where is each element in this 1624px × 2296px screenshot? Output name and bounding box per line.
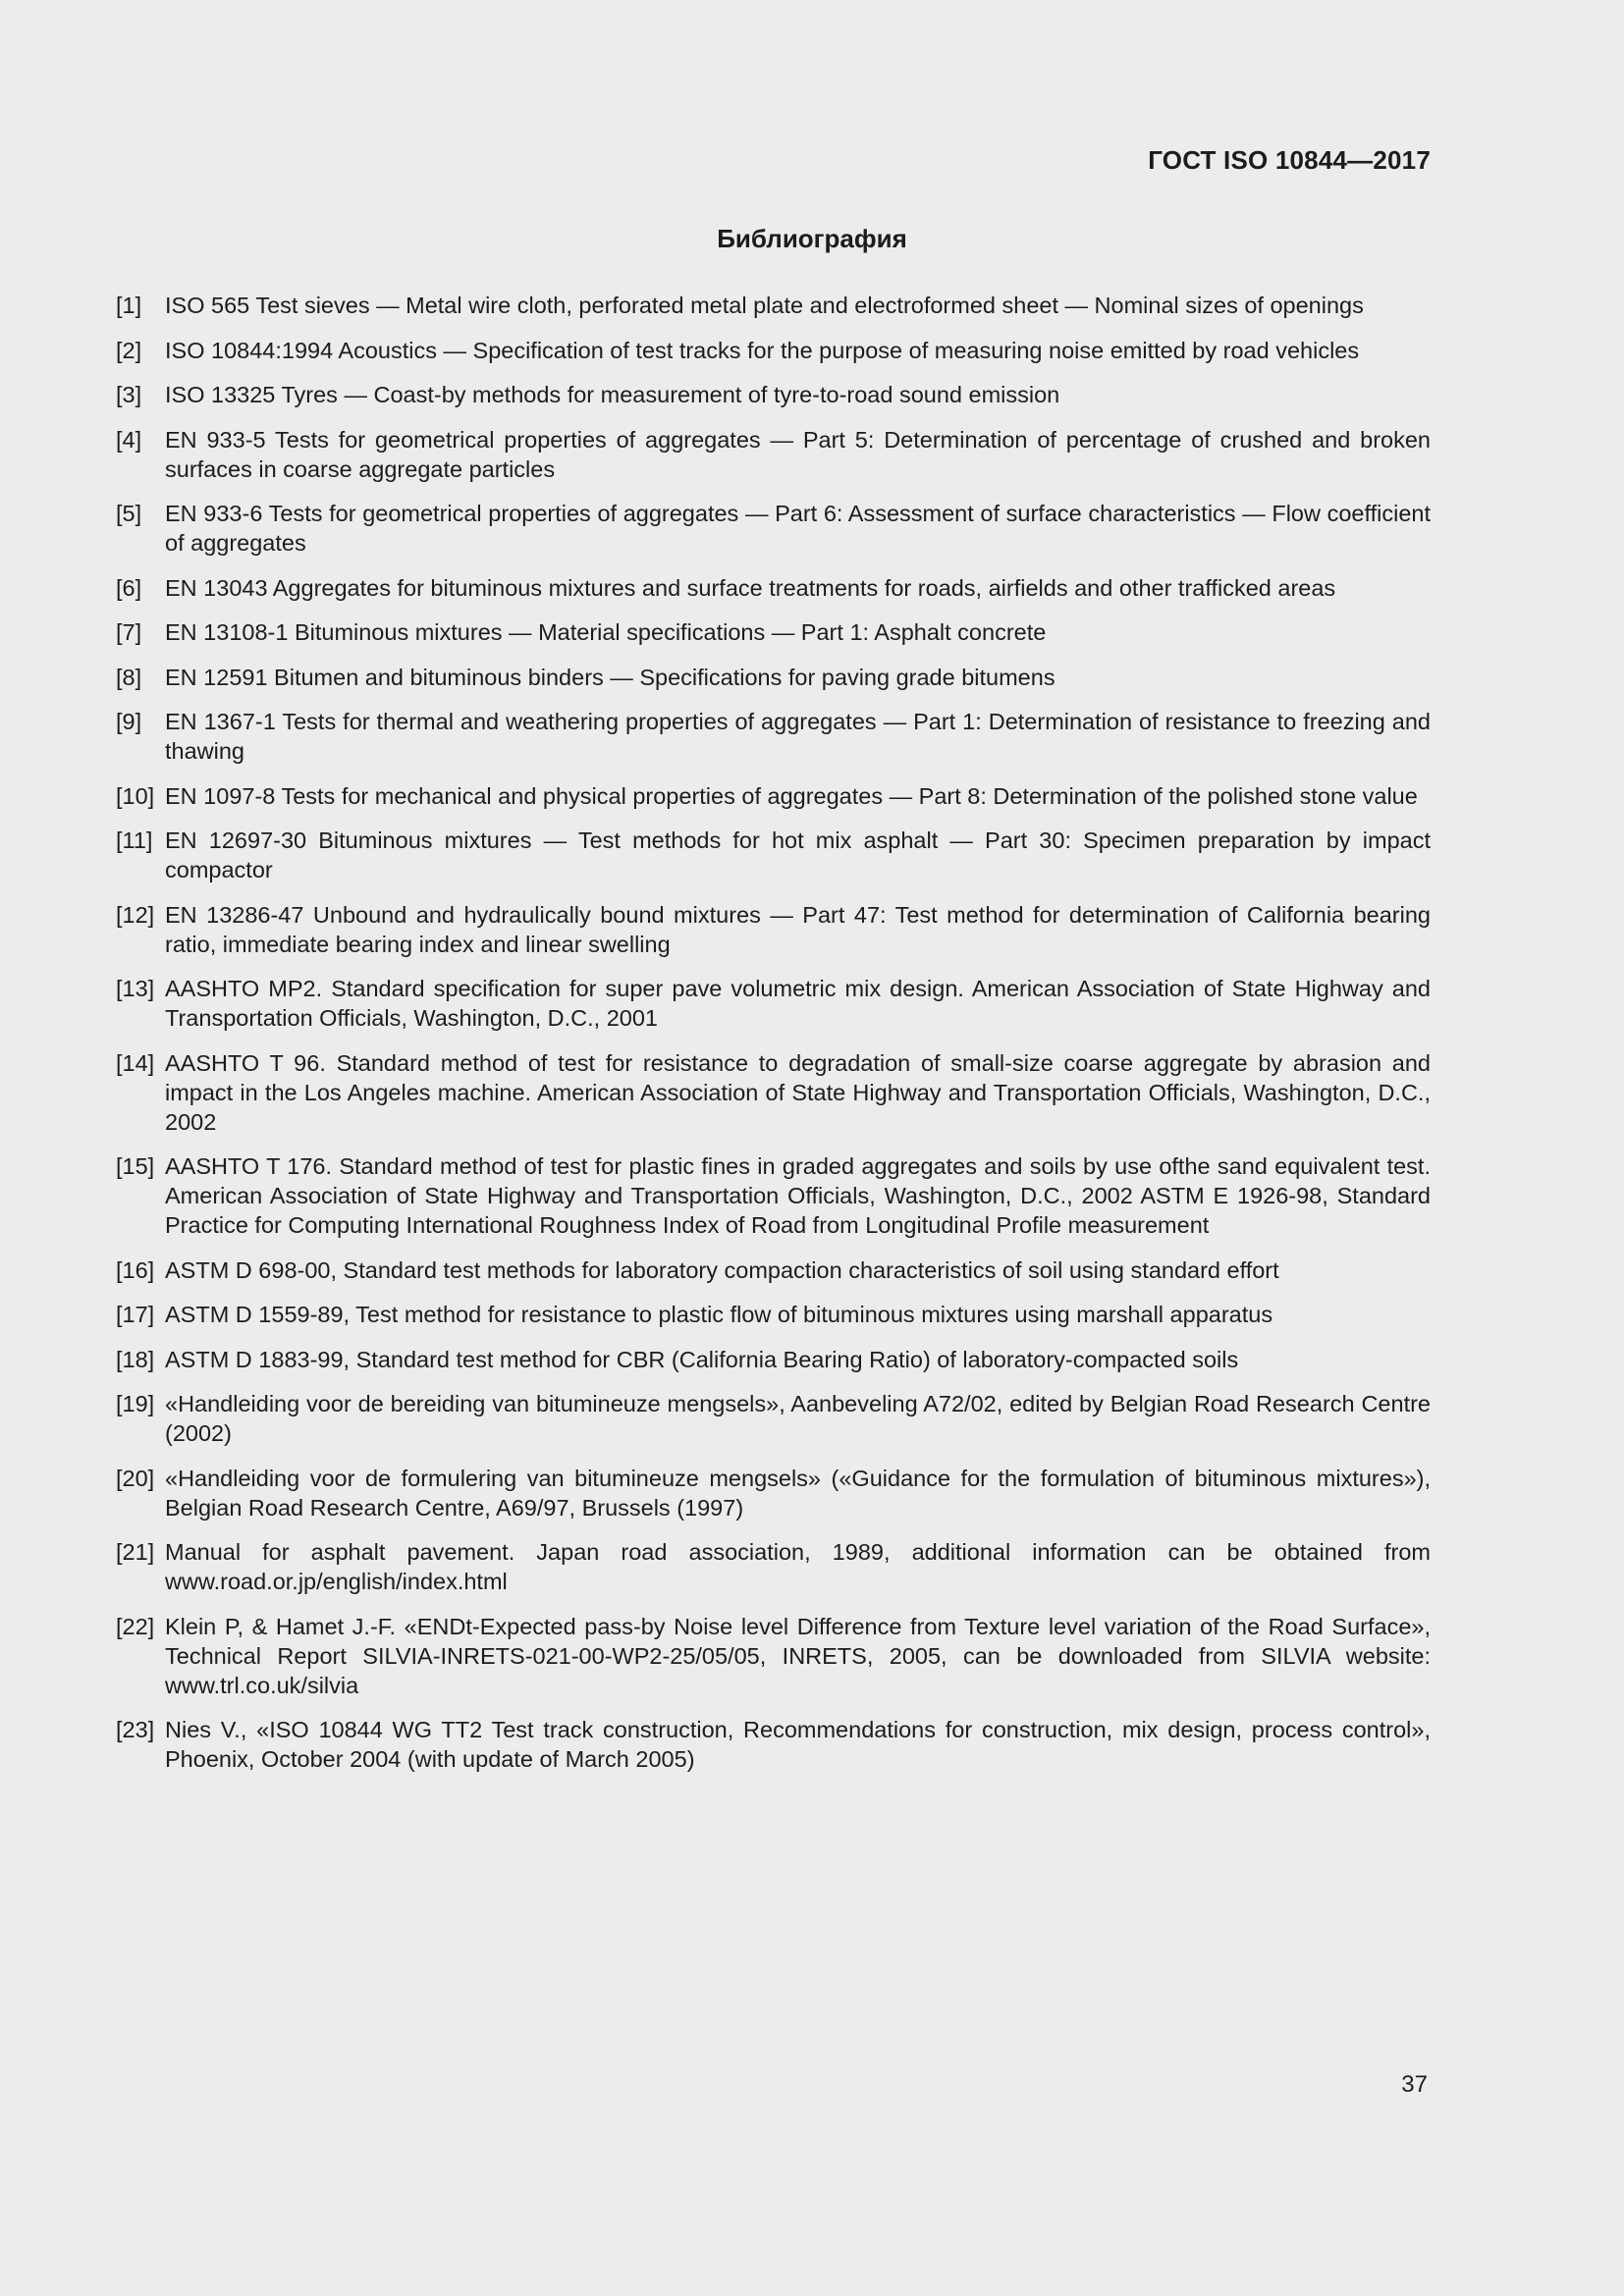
bibliography-entry-number: [10] — [116, 782, 155, 809]
bibliography-entry-number: [23] — [116, 1717, 155, 1742]
bibliography-entry-text: ASTM D 1559-89, Test method for resistance to plastic flow of bituminous mixtures using marshall apparatus — [165, 1302, 1273, 1327]
bibliography-entry — [116, 826, 1431, 884]
bibliography-entry-text: Manual for asphalt pavement. Japan road association, 1989, additional information can be obtained from www.road.or.jp/english/index.html — [165, 1539, 1431, 1594]
bibliography-entry-number: [7] — [116, 619, 142, 645]
bibliography-entry — [116, 1151, 1431, 1240]
bibliography-entry — [116, 1612, 1431, 1700]
bibliography-entry-text: EN 12591 Bitumen and bituminous binders — Specifications for paving grade bitumens — [165, 664, 1056, 690]
bibliography-entry — [116, 663, 1431, 692]
bibliography-entry — [116, 1300, 1431, 1329]
bibliography-entry-text: EN 12697-30 Bituminous mixtures — Test methods for hot mix asphalt — Part 30: Specimen preparation by impact compactor — [165, 828, 1431, 882]
bibliography-entry-number: [17] — [116, 1302, 155, 1327]
bibliography-entry-number: [20] — [116, 1465, 155, 1491]
bibliography-entry-number: [14] — [116, 1049, 155, 1076]
bibliography-entry — [116, 900, 1431, 959]
bibliography-entry-number: [8] — [116, 664, 142, 690]
bibliography-entry — [116, 291, 1431, 320]
bibliography-entry-text: ISO 565 Test sieves — Metal wire cloth, perforated metal plate and electroformed sheet — Nominal sizes of openings — [165, 293, 1364, 318]
bibliography-entry-number: [18] — [116, 1346, 155, 1372]
bibliography-entry-number: [3] — [116, 382, 142, 407]
bibliography-entry-text: ASTM D 1883-99, Standard test method for CBR (California Bearing Ratio) of laboratory-compacted soils — [165, 1346, 1239, 1372]
section-title: Библиография — [717, 224, 907, 253]
bibliography-entry — [116, 1389, 1431, 1448]
page-number: 37 — [1401, 2071, 1428, 2098]
bibliography-entry-text: EN 13108-1 Bituminous mixtures — Material specifications — Part 1: Asphalt concrete — [165, 619, 1047, 645]
bibliography-entry-number: [16] — [116, 1256, 155, 1283]
bibliography-entry-number: [15] — [116, 1153, 155, 1179]
bibliography-entry-number: [6] — [116, 574, 142, 601]
bibliography-entry-text: EN 13286-47 Unbound and hydraulically bound mixtures — Part 47: Test method for determination of California bearing ratio, immediate bearing index and linear swelling — [165, 901, 1431, 957]
bibliography-list — [116, 291, 1431, 1789]
bibliography-entry — [116, 380, 1431, 409]
bibliography-entry-number: [4] — [116, 426, 142, 453]
bibliography-entry — [116, 974, 1431, 1033]
bibliography-entry-text: ISO 10844:1994 Acoustics — Specification of test tracks for the purpose of measuring noise emitted by road vehicles — [165, 337, 1360, 363]
bibliography-entry-number: [12] — [116, 901, 155, 928]
bibliography-entry-number: [19] — [116, 1391, 155, 1416]
bibliography-entry — [116, 781, 1431, 811]
bibliography-entry-text: Klein P, & Hamet J.-F. «ENDt-Expected pass-by Noise level Difference from Texture level variation of the Road Surface», Technical Report SILVIA-INRETS-021-00-WP2-25/05/05, INRETS, 2005, can be downloaded from SILVIA website: www.trl.co.uk/silvia — [165, 1613, 1431, 1698]
bibliography-entry — [116, 617, 1431, 647]
bibliography-entry — [116, 499, 1431, 558]
bibliography-entry — [116, 1537, 1431, 1596]
bibliography-entry-number: [11] — [116, 828, 153, 853]
bibliography-entry — [116, 1255, 1431, 1285]
bibliography-entry-text: AASHTO T 176. Standard method of test for plastic fines in graded aggregates and soils by use ofthe sand equivalent test. American Association of State Highway and Transportation Officials, Washington, D.C., 2002 ASTM E 1926-98, Standard Practice for Computing International Roughness Index of Road from Longitudinal Profile measurement — [165, 1153, 1431, 1238]
bibliography-entry-text: EN 933-5 Tests for geometrical properties of aggregates — Part 5: Determination of percentage of crushed and broken surfaces in coarse aggregate particles — [165, 426, 1431, 482]
bibliography-entry-text: EN 933-6 Tests for geometrical properties of aggregates — Part 6: Assessment of surface characteristics — Flow coefficient of aggregates — [165, 501, 1431, 556]
bibliography-entry — [116, 1464, 1431, 1522]
bibliography-entry-text: «Handleiding voor de formulering van bitumineuze mengsels» («Guidance for the formulation of bituminous mixtures»), Belgian Road Research Centre, A69/97, Brussels (1997) — [165, 1465, 1431, 1521]
bibliography-entry-text: ISO 13325 Tyres — Coast-by methods for measurement of tyre-to-road sound emission — [165, 382, 1060, 407]
bibliography-entry-text: EN 1097-8 Tests for mechanical and physical properties of aggregates — Part 8: Determination of the polished stone value — [165, 782, 1418, 809]
bibliography-entry-number: [21] — [116, 1539, 155, 1565]
bibliography-entry-text: EN 1367-1 Tests for thermal and weathering properties of aggregates — Part 1: Determination of resistance to freezing and thawing — [165, 709, 1431, 764]
bibliography-entry-number: [2] — [116, 337, 142, 363]
document-standard-code: ГОСТ ISO 10844—2017 — [1148, 145, 1431, 175]
bibliography-entry — [116, 1048, 1431, 1137]
bibliography-entry-number: [9] — [116, 709, 142, 734]
bibliography-entry-number: [5] — [116, 501, 142, 526]
bibliography-entry — [116, 707, 1431, 766]
bibliography-entry-number: [22] — [116, 1613, 155, 1639]
bibliography-entry-text: Nies V., «ISO 10844 WG TT2 Test track construction, Recommendations for construction, mix design, process control», Phoenix, October 2004 (with update of March 2005) — [165, 1717, 1431, 1772]
bibliography-entry-text: «Handleiding voor de bereiding van bitumineuze mengsels», Aanbeveling A72/02, edited by Belgian Road Research Centre (2002) — [165, 1391, 1431, 1446]
bibliography-entry — [116, 1715, 1431, 1774]
bibliography-entry — [116, 336, 1431, 365]
bibliography-entry-text: AASHTO MP2. Standard specification for super pave volumetric mix design. American Association of State Highway and Transportation Officials, Washington, D.C., 2001 — [165, 976, 1431, 1031]
bibliography-entry — [116, 573, 1431, 603]
bibliography-entry-text: AASHTO T 96. Standard method of test for resistance to degradation of small-size coarse aggregate by abrasion and impact in the Los Angeles machine. American Association of State Highway and Transportation Officials, Washington, D.C., 2002 — [165, 1049, 1431, 1135]
bibliography-entry-text: ASTM D 698-00, Standard test methods for laboratory compaction characteristics of soil using standard effort — [165, 1256, 1279, 1283]
bibliography-entry-text: EN 13043 Aggregates for bituminous mixtures and surface treatments for roads, airfields and other trafficked areas — [165, 574, 1336, 601]
bibliography-entry — [116, 1345, 1431, 1374]
bibliography-entry — [116, 425, 1431, 484]
bibliography-entry-number: [13] — [116, 976, 155, 1001]
bibliography-entry-number: [1] — [116, 293, 142, 318]
